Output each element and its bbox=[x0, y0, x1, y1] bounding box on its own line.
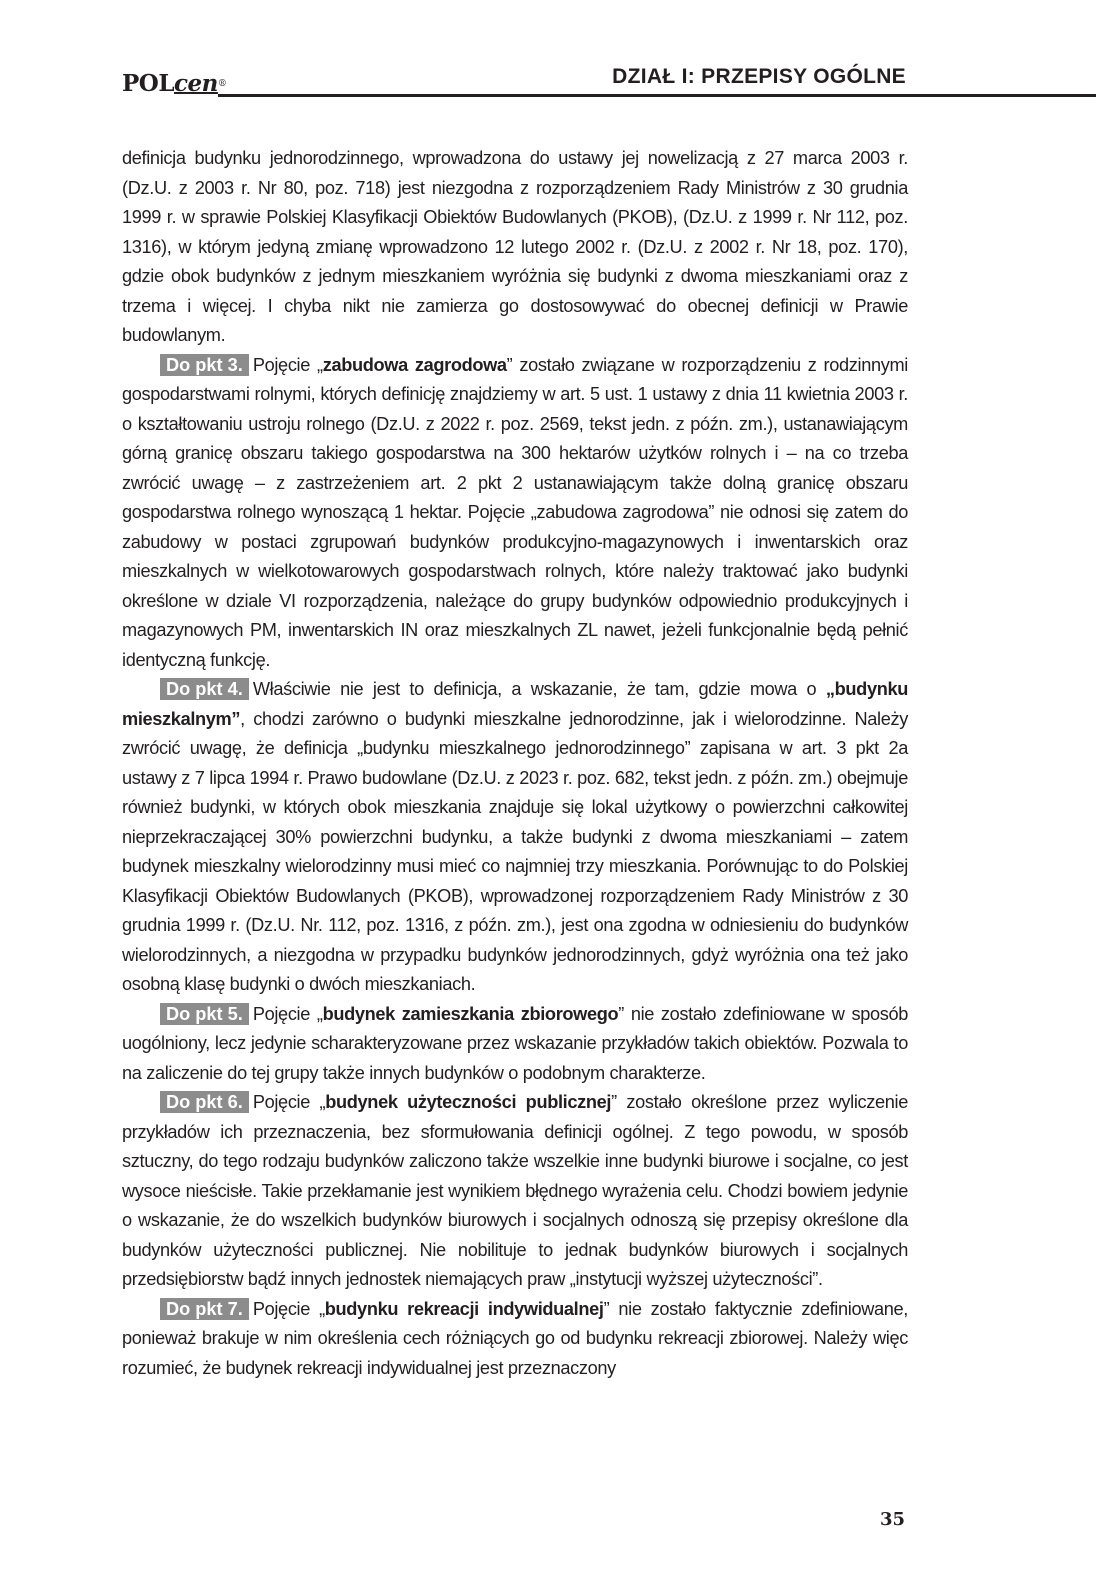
paragraph-pkt-7 bbox=[122, 1295, 908, 1384]
point-badge: Do pkt 5. bbox=[160, 1003, 249, 1025]
paragraph-text-after: ” zostało określone przez wyliczenie przykładów ich przeznaczenia, bez sformułowania definicji ogólnej. Z tego powodu, w sposób sztuczny, do tego rodzaju budynków zaliczono także wszelkie inne budynki biurowe i socjalne, co jest wysoce nieścisłe. Takie przekłamanie jest wynikiem błędnego wyrażenia celu. Chodzi bowiem jedynie o wskazanie, że do wszelkich budynków biurowych i socjalnych odnoszą się przepisy określone dla budynków użyteczności publicznej. Nie nobilituje to jednak budynków biurowych i socjalnych przedsiębiorstw bądź innych jednostek niemających praw „instytucji wyższej użyteczności”. bbox=[122, 1092, 908, 1289]
paragraph-text-after: ” nie zostało faktycznie zdefiniowane, ponieważ brakuje w nim określenia cech różniących go od budynku rekreacji zbiorowej. Należy więc rozumieć, że budynek rekreacji indywidualnej jest przeznaczony bbox=[122, 1298, 908, 1378]
defined-term: budynek użyteczności publicznej bbox=[325, 1092, 612, 1112]
logo-pol: POL bbox=[122, 70, 175, 97]
paragraph-pkt-4 bbox=[122, 675, 908, 1000]
defined-term: „budynku mieszkalnym” bbox=[122, 679, 908, 729]
paragraph-pkt-3 bbox=[122, 351, 908, 676]
point-badge: Do pkt 7. bbox=[160, 1298, 249, 1320]
publisher-logo bbox=[122, 72, 226, 96]
header-rule bbox=[218, 94, 1096, 97]
paragraph-pkt-6 bbox=[122, 1088, 908, 1295]
page-content bbox=[122, 144, 908, 1383]
paragraph-text-after: , chodzi zarówno o budynki mieszkalne jednorodzinne, jak i wielorodzinne. Należy zwrócić uwagę, że definicja „budynku mieszkalnego jednorodzinnego” zapisana w art. 3 pkt 2a ustawy z 7 lipca 1994 r. Prawo budowlane (Dz.U. z 2023 r. poz. 682, tekst jedn. z późn. zm.) obejmuje również budynki, w których obok mieszkania znajduje się lokal użytkowy o powierzchni całkowitej nieprzekraczającej 30% powierzchni budynku, a także budynki z dwoma mieszkaniami – zatem budynek mieszkalny wielorodzinny musi mieć co najmniej trzy mieszkania. Porównując to do Polskiej Klasyfikacji Obiektów Budowlanych (PKOB), wprowadzonej rozporządzeniem Rady Ministrów z 30 grudnia 1999 r. (Dz.U. Nr. 112, poz. 1316, z późn. zm.), jest ona zgodna w odniesieniu do budynków wielorodzinnych, a niezgodna w przypadku budynków jednorodzinnych, gdyż wyróżnia ona też jako osobną klasę budynki o dwóch mieszkaniach. bbox=[122, 708, 908, 994]
page-number: 35 bbox=[880, 1509, 906, 1530]
paragraph-text-before: Właściwie nie jest to definicja, a wskazanie, że tam, gdzie mowa o bbox=[252, 679, 826, 699]
defined-term: budynku rekreacji indywidualnej bbox=[324, 1298, 604, 1319]
point-badge: Do pkt 4. bbox=[160, 678, 249, 700]
defined-term: budynek zamieszkania zbiorowego bbox=[322, 1003, 619, 1024]
paragraph-text-after: ” zostało związane w rozporządzeniu z rodzinnymi gospodarstwami rolnymi, których definicję znajdziemy w art. 5 ust. 1 ustawy z dnia 11 kwietnia 2003 r. o kształtowaniu ustroju rolnego (Dz.U. z 2022 r. poz. 2569, tekst jedn. z późn. zm.), ustanawiającym górną granicę obszaru takiego gospodarstwa na 300 hektarów użytków rolnych i – na co trzeba zwrócić uwagę – z zastrzeżeniem art. 2 pkt 2 ustanawiającym także dolną granicę obszaru gospodarstwa rolnego wynoszącą 1 hektar. Pojęcie „zabudowa zagrodowa” nie odnosi się zatem do zabudowy w postaci zgrupowań budynków produkcyjno-magazynowych i inwentarskich oraz mieszkalnych w wielkotowarowych gospodarstwach rolnych, które należy traktować jako budynki określone w dziale VI rozporządzenia, należące do grupy budynków odpowiednio produkcyjnych i magazynowych PM, inwentarskich IN oraz mieszkalnych ZL nawet, jeżeli funkcjonalnie będą pełnić identyczną funkcję. bbox=[122, 354, 908, 670]
paragraph-pkt-5 bbox=[122, 1000, 908, 1089]
point-badge: Do pkt 3. bbox=[160, 354, 249, 376]
paragraph-text-after: ” nie zostało zdefiniowane w sposób uogólniony, lecz jedynie scharakteryzowane przez wskazanie przykładów takich obiektów. Pozwala to na zaliczenie do tej grupy także innych budynków o podobnym charakterze. bbox=[122, 1003, 908, 1083]
paragraph-continuation bbox=[122, 144, 908, 351]
point-badge: Do pkt 6. bbox=[160, 1091, 249, 1113]
section-title: DZIAŁ I: PRZEPISY OGÓLNE bbox=[612, 65, 906, 88]
page-header bbox=[122, 66, 1096, 100]
paragraph-text-before: Pojęcie „ bbox=[252, 354, 323, 375]
paragraph-text: definicja budynku jednorodzinnego, wprowadzona do ustawy jej nowelizacją z 27 marca 2003 r. (Dz.U. z 2003 r. Nr 80, poz. 718) jest niezgodna z rozporządzeniem Rady Ministrów z 30 grudnia 1999 r. w sprawie Polskiej Klasyfikacji Obiektów Budowlanych (PKOB), (Dz.U. z 1999 r. Nr 112, poz. 1316), w którym jedyną zmianę wprowadzono 12 lutego 2002 r. (Dz.U. z 2002 r. Nr 18, poz. 170), gdzie obok budynków z jednym mieszkaniem wyróżnia się budynki z dwoma mieszkaniami oraz z trzema i więcej. I chyba nikt nie zamierza go dostosowywać do obecnej definicji w Prawie budowlanym. bbox=[122, 148, 908, 345]
paragraph-text-before: Pojęcie „ bbox=[252, 1298, 325, 1319]
logo-registered-mark: ® bbox=[217, 79, 227, 89]
defined-term: zabudowa zagrodowa bbox=[322, 354, 507, 375]
logo-cen: cen bbox=[174, 70, 218, 97]
paragraph-text-before: Pojęcie „ bbox=[252, 1003, 323, 1024]
paragraph-text-before: Pojęcie „ bbox=[252, 1092, 326, 1112]
